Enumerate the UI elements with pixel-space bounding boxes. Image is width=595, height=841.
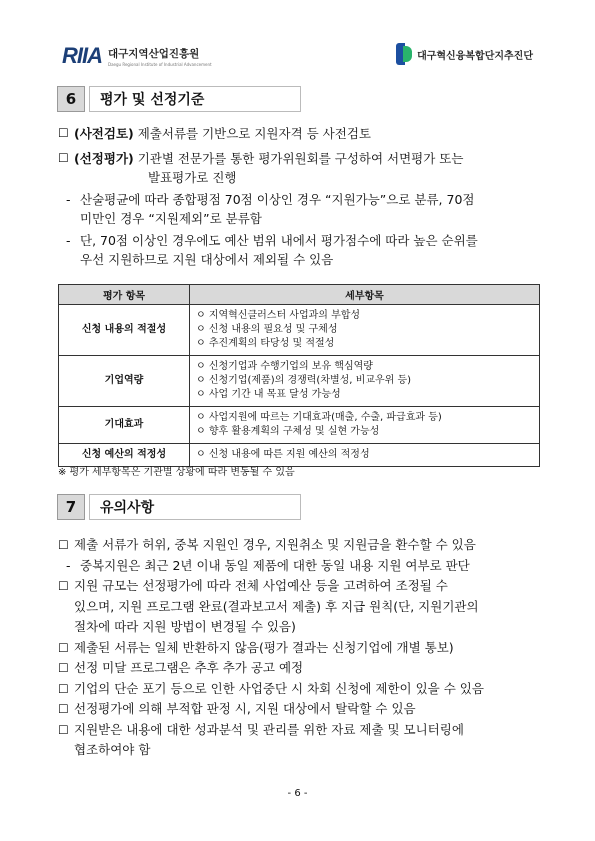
checkbox-square-icon: ☐: [58, 722, 69, 737]
notice-item: ☐ 지원받은 내용에 대한 성과분석 및 관리를 위한 자료 제출 및 모니터링에 협조하여야 함: [58, 720, 540, 761]
item-text-continued: 발표평가로 진행: [148, 170, 237, 185]
checkbox-square-icon: ☐: [58, 538, 69, 552]
cluster-logo: [396, 43, 533, 65]
selection-eval-item: [58, 149, 540, 168]
dash-item: - 산술평균에 따라 종합평점 70점 이상인 경우 “지원가능”으로 분류, 70점 미만인 경우 “지원제외”로 분류함: [66, 192, 475, 226]
table-row: [59, 407, 540, 444]
table-header-row: [59, 285, 540, 305]
checkbox-square-icon: ☐: [58, 151, 69, 165]
notice-item: ☐ 제출 서류가 허위, 중복 지원인 경우, 지원취소 및 지원금을 환수할 수 있음: [58, 535, 540, 556]
checkbox-square-icon: ☐: [58, 579, 69, 593]
eval-details: ㅇ 지역혁신클러스터 사업과의 부합성 ㅇ 신청 내용의 필요성 및 구체성 ㅇ 추진계획의 타당성 및 적절성: [190, 305, 540, 356]
cluster-logo-text: 대구혁신융복합단지추진단: [417, 50, 533, 62]
table-row: [59, 305, 540, 356]
dash-item: - 단, 70점 이상인 경우에도 예산 범위 내에서 평가점수에 따라 높은 순위를 우선 지원하므로 지원 대상에서 제외될 수 있음: [66, 233, 478, 267]
eval-details: ㅇ 사업지원에 따르는 기대효과(매출, 수출, 파급효과 등) ㅇ 향후 활용계획의 구체성 및 실현 가능성: [190, 407, 540, 444]
eval-item: 신청 내용의 적절성: [59, 305, 190, 356]
item-text: 기관별 전문가를 통한 평가위원회를 구성하여 서면평가 또는: [137, 151, 464, 166]
checkbox-square-icon: ☐: [58, 702, 69, 716]
eval-item: 기대효과: [59, 407, 190, 444]
eval-item: 신청 예산의 적정성: [59, 444, 190, 467]
notice-item: ☐ 지원 규모는 선정평가에 따라 전체 사업예산 등을 고려하여 조정될 수 있으며, 지원 프로그램 완료(결과보고서 제출) 후 지급 원칙(단, 지원기관의 절차에 따라 지원 방법이 변경될 수 있음): [58, 576, 540, 638]
riia-logo-text: 대구지역산업진흥원: [108, 47, 200, 60]
section-6-body: [58, 124, 540, 269]
table-note: ※ 평가 세부항목은 기관별 상황에 따라 변동될 수 있음: [58, 467, 295, 478]
checkbox-square-icon: ☐: [58, 661, 69, 675]
notice-item: ☐ 제출된 서류는 일체 반환하지 않음(평가 결과는 신청기업에 개별 통보): [58, 638, 540, 659]
section-6-title: 평가 및 선정기준: [89, 86, 301, 112]
table-row: [59, 356, 540, 407]
table-header: 평가 항목: [59, 285, 190, 305]
checkbox-square-icon: ☐: [58, 126, 69, 140]
eval-details: ㅇ 신청기업과 수행기업의 보유 핵심역량 ㅇ 신청기업(제품)의 경쟁력(차별성, 비교우위 등) ㅇ 사업 기간 내 목표 달성 가능성: [190, 356, 540, 407]
riia-logo-mark: RIIA: [62, 43, 102, 68]
section-7-heading: [57, 494, 301, 520]
riia-logo-subtext: Daegu Regional Institute of Industrial Advancement: [108, 61, 212, 67]
item-label: (선정평가): [74, 151, 134, 166]
item-text: 제출서류를 기반으로 지원자격 등 사전검토: [137, 126, 371, 141]
riia-logo: [62, 42, 212, 70]
checkbox-square-icon: ☐: [58, 681, 69, 696]
section-6-number: 6: [57, 86, 85, 112]
dash-item: - 중복지원은 최근 2년 이내 동일 제품에 대한 동일 내용 지원 여부로 판단: [66, 557, 470, 573]
eval-details: ㅇ 신청 내용에 따른 지원 예산의 적정성: [190, 444, 540, 467]
section-7-number: 7: [57, 494, 85, 520]
table-header: 세부항목: [190, 285, 540, 305]
eval-item: 기업역량: [59, 356, 190, 407]
notice-item: ☐ 선정 미달 프로그램은 추후 추가 공고 예정: [58, 658, 540, 679]
notice-item: ☐ 선정평가에 의해 부적합 판정 시, 지원 대상에서 탈락할 수 있음: [58, 699, 540, 720]
cluster-logo-icon: [396, 43, 412, 65]
page-number: - 6 -: [287, 788, 308, 799]
section-7-body: [58, 535, 540, 761]
section-7-title: 유의사항: [89, 494, 301, 520]
notice-item: ☐ 기업의 단순 포기 등으로 인한 사업중단 시 차회 신청에 제한이 있을 수 있음: [58, 679, 540, 700]
section-6-heading: [57, 86, 301, 112]
pre-review-item: [58, 124, 540, 143]
evaluation-table: [58, 284, 540, 467]
checkbox-square-icon: ☐: [58, 640, 69, 655]
item-label: (사전검토): [74, 126, 134, 141]
